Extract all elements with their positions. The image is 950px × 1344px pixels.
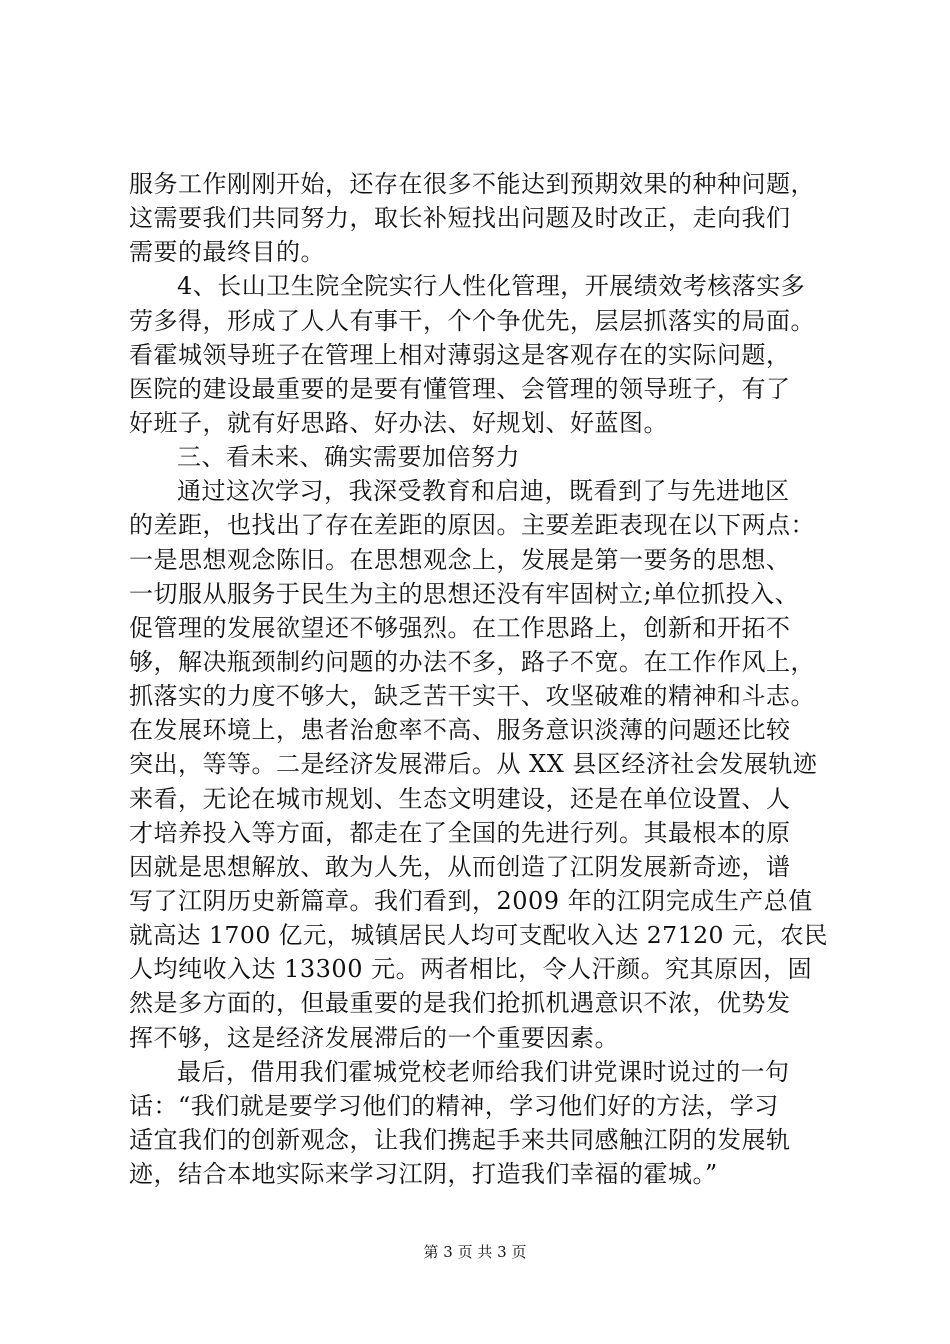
text-line: 4、长山卫生院全院实行人性化管理，开展绩效考核落实多: [177, 272, 806, 301]
text-line: 促管理的发展欲望还不够强烈。在工作思路上，创新和开拓不: [129, 613, 791, 642]
text-line: 然是多方面的，但最重要的是我们抢抓机遇意识不浓，优势发: [129, 989, 791, 1018]
body-text: [129, 167, 839, 1191]
text-line: 在发展环境上，患者治愈率不高、服务意识淡薄的问题还比较: [129, 716, 791, 745]
text-line: 这需要我们共同努力，取长补短找出问题及时改正，走向我们: [129, 204, 791, 233]
text-line: 适宜我们的创新观念，让我们携起手来共同感触江阴的发展轨: [129, 1125, 791, 1154]
text-line: 最后，借用我们霍城党校老师给我们讲党课时说过的一句: [177, 1057, 790, 1086]
text-line: 看霍城领导班子在管理上相对薄弱这是客观存在的实际问题，: [129, 340, 791, 369]
text-line: 劳多得，形成了人人有事干，个个争优先，层层抓落实的局面。: [129, 306, 815, 335]
text-line: 因就是思想解放、敢为人先，从而创造了江阴发展新奇迹，谱: [129, 852, 791, 881]
text-line: 三、看未来、确实需要加倍努力: [177, 443, 520, 472]
text-line: 才培养投入等方面，都走在了全国的先进行列。其最根本的原: [129, 818, 791, 847]
text-line: 人均纯收入达 13300 元。两者相比，令人汗颜。究其原因，固: [129, 955, 813, 984]
text-line: 的差距，也找出了存在差距的原因。主要差距表现在以下两点：: [129, 511, 815, 540]
text-line: 写了江阴历史新篇章。我们看到，2009 年的江阴完成生产总值: [129, 886, 813, 915]
text-line: 需要的最终目的。: [129, 238, 325, 267]
text-line: 迹，结合本地实际来学习江阴，打造我们幸福的霍城。”: [129, 1160, 718, 1189]
text-line: 够，解决瓶颈制约问题的办法不多，路子不宽。在工作作风上，: [129, 647, 815, 676]
page-footer: 第 3 页 共 3 页: [423, 1243, 527, 1261]
text-line: 服务工作刚刚开始，还存在很多不能达到预期效果的种种问题，: [129, 170, 815, 198]
text-line: 突出，等等。二是经济发展滞后。从 XX 县区经济社会发展轨迹: [129, 750, 818, 779]
text-line: 抓落实的力度不够大，缺乏苦干实干、攻坚破难的精神和斗志。: [129, 682, 815, 711]
text-line: 医院的建设最重要的是要有懂管理、会管理的领导班子，有了: [129, 374, 791, 403]
text-line: 话：“我们就是要学习他们的精神，学习他们好的方法，学习: [129, 1091, 779, 1120]
text-line: 就高达 1700 亿元，城镇居民人均可支配收入达 27120 元，农民: [129, 921, 828, 950]
text-line: 好班子，就有好思路、好办法、好规划、好蓝图。: [129, 408, 668, 437]
text-line: 通过这次学习，我深受教育和启迪，既看到了与先进地区: [177, 477, 790, 506]
text-line: 挥不够，这是经济发展滞后的一个重要因素。: [129, 1023, 619, 1052]
text-line: 一切服从服务于民生为主的思想还没有牢固树立;单位抓投入、: [129, 579, 800, 608]
text-line: 一是思想观念陈旧。在思想观念上，发展是第一要务的思想、: [129, 545, 791, 574]
text-line: 来看，无论在城市规划、生态文明建设，还是在单位设置、人: [129, 784, 791, 813]
